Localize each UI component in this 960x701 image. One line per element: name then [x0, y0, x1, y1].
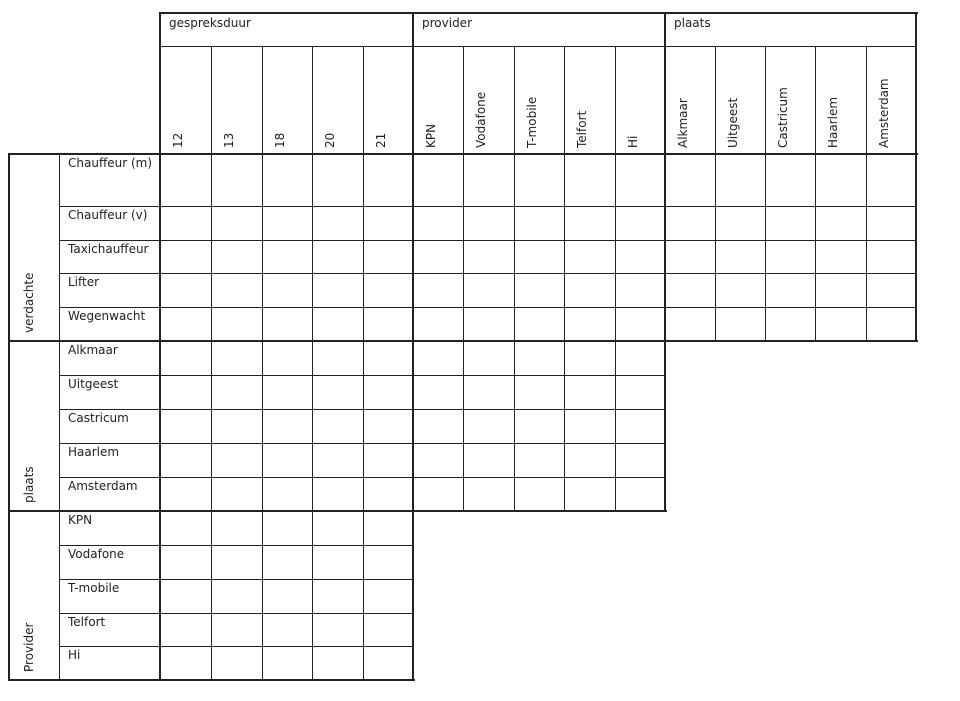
- grid-cell[interactable]: [262, 273, 312, 307]
- grid-cell[interactable]: [160, 579, 211, 613]
- row-item-label: Castricum: [68, 411, 129, 425]
- grid-column-divider: [262, 154, 263, 341]
- grid-cell[interactable]: [211, 477, 262, 511]
- column-header-label: Alkmaar: [676, 98, 690, 148]
- grid-cell[interactable]: [160, 273, 211, 307]
- grid-cell[interactable]: [665, 240, 715, 273]
- grid-column-divider: [514, 341, 515, 511]
- column-header-label: Castricum: [776, 87, 790, 148]
- grid-cell[interactable]: [564, 240, 615, 273]
- grid-cell[interactable]: [514, 409, 564, 443]
- grid-column-divider: [363, 341, 364, 511]
- column-group-title: provider: [422, 16, 472, 30]
- grid-cell[interactable]: [312, 646, 363, 680]
- row-item-label: Vodafone: [68, 547, 125, 561]
- row-divider: [59, 307, 916, 308]
- grid-cell[interactable]: [413, 273, 463, 307]
- grid-cell[interactable]: [262, 341, 312, 375]
- row-item-label: Hi: [68, 648, 81, 662]
- header-group-divider: [412, 12, 414, 154]
- grid-block-divider: [412, 153, 414, 342]
- grid-cell[interactable]: [665, 154, 715, 206]
- grid-column-divider: [564, 341, 565, 511]
- header-column-divider: [262, 46, 263, 154]
- grid-cell[interactable]: [514, 341, 564, 375]
- grid-cell[interactable]: [514, 307, 564, 341]
- grid-cell[interactable]: [160, 613, 211, 646]
- grid-cell[interactable]: [514, 477, 564, 511]
- grid-cell[interactable]: [211, 579, 262, 613]
- grid-cell[interactable]: [312, 443, 363, 477]
- grid-cell[interactable]: [363, 477, 413, 511]
- grid-cell[interactable]: [262, 511, 312, 545]
- grid-cell[interactable]: [160, 307, 211, 341]
- grid-cell[interactable]: [665, 273, 715, 307]
- header-column-divider: [765, 46, 766, 154]
- grid-cell[interactable]: [160, 477, 211, 511]
- grid-cell[interactable]: [262, 307, 312, 341]
- grid-cell[interactable]: [564, 206, 615, 240]
- row-item-label: Haarlem: [68, 445, 120, 459]
- grid-column-divider: [615, 341, 616, 511]
- grid-cell[interactable]: [363, 646, 413, 680]
- grid-cell[interactable]: [160, 206, 211, 240]
- row-divider: [59, 206, 916, 207]
- grid-cell[interactable]: [413, 341, 463, 375]
- grid-cell[interactable]: [262, 646, 312, 680]
- column-header-label: Telfort: [575, 110, 589, 148]
- grid-cell[interactable]: [160, 341, 211, 375]
- grid-cell[interactable]: [463, 206, 514, 240]
- header-column-divider: [363, 46, 364, 154]
- grid-cell[interactable]: [765, 206, 815, 240]
- grid-column-divider: [363, 154, 364, 341]
- grid-column-divider: [463, 154, 464, 341]
- grid-cell[interactable]: [262, 613, 312, 646]
- grid-cell[interactable]: [815, 273, 866, 307]
- row-item-label: T-mobile: [68, 581, 120, 595]
- grid-cell[interactable]: [413, 240, 463, 273]
- grid-cell[interactable]: [866, 273, 916, 307]
- grid-cell[interactable]: [312, 375, 363, 409]
- grid-cell[interactable]: [564, 443, 615, 477]
- grid-cell[interactable]: [363, 409, 413, 443]
- grid-cell[interactable]: [312, 579, 363, 613]
- grid-cell[interactable]: [615, 477, 665, 511]
- column-header-label: 18: [273, 132, 287, 148]
- grid-cell[interactable]: [715, 206, 765, 240]
- grid-cell[interactable]: [363, 154, 413, 206]
- row-item-label: Alkmaar: [68, 343, 118, 357]
- grid-cell[interactable]: [262, 375, 312, 409]
- grid-cell[interactable]: [262, 206, 312, 240]
- grid-column-divider: [514, 154, 515, 341]
- column-header-label: Hi: [626, 135, 640, 148]
- grid-cell[interactable]: [514, 206, 564, 240]
- grid-column-divider: [615, 154, 616, 341]
- row-item-label: Chauffeur (m): [68, 156, 152, 170]
- column-header-label: Amsterdam: [877, 78, 891, 148]
- grid-cell[interactable]: [564, 477, 615, 511]
- column-header-label: Uitgeest: [726, 97, 740, 148]
- header-title-divider: [160, 46, 916, 47]
- grid-cell[interactable]: [363, 206, 413, 240]
- header-group-divider: [664, 12, 666, 154]
- grid-cell[interactable]: [463, 273, 514, 307]
- grid-cell[interactable]: [160, 154, 211, 206]
- grid-cell[interactable]: [363, 545, 413, 579]
- grid-column-divider: [262, 511, 263, 680]
- grid-cell[interactable]: [615, 206, 665, 240]
- grid-column-divider: [312, 154, 313, 341]
- header-column-divider: [211, 46, 212, 154]
- grid-cell[interactable]: [564, 375, 615, 409]
- grid-column-divider: [363, 511, 364, 680]
- header-top-border: [160, 12, 918, 14]
- grid-cell[interactable]: [211, 375, 262, 409]
- grid-cell[interactable]: [211, 307, 262, 341]
- grid-cell[interactable]: [564, 154, 615, 206]
- grid-cell[interactable]: [463, 341, 514, 375]
- grid-cell[interactable]: [312, 273, 363, 307]
- grid-cell[interactable]: [363, 375, 413, 409]
- grid-cell[interactable]: [211, 341, 262, 375]
- grid-cell[interactable]: [211, 206, 262, 240]
- grid-cell[interactable]: [463, 477, 514, 511]
- grid-cell[interactable]: [715, 154, 765, 206]
- grid-cell[interactable]: [312, 206, 363, 240]
- grid-cell[interactable]: [463, 307, 514, 341]
- grid-block-divider: [159, 340, 161, 512]
- grid-column-divider: [312, 511, 313, 680]
- row-item-label: Amsterdam: [68, 479, 138, 493]
- grid-cell[interactable]: [715, 307, 765, 341]
- row-group-title: verdachte: [22, 272, 36, 333]
- grid-cell[interactable]: [413, 206, 463, 240]
- grid-block-divider: [664, 153, 666, 342]
- grid-cell[interactable]: [312, 240, 363, 273]
- row-label-divider: [59, 154, 60, 341]
- grid-cell[interactable]: [564, 307, 615, 341]
- grid-cell[interactable]: [312, 477, 363, 511]
- grid-cell[interactable]: [262, 240, 312, 273]
- grid-cell[interactable]: [363, 307, 413, 341]
- grid-cell[interactable]: [615, 273, 665, 307]
- grid-block-divider: [915, 153, 917, 342]
- grid-cell[interactable]: [413, 307, 463, 341]
- header-column-divider: [463, 46, 464, 154]
- grid-cell[interactable]: [815, 240, 866, 273]
- grid-cell[interactable]: [312, 154, 363, 206]
- row-group-bottom-border: [8, 679, 415, 681]
- grid-cell[interactable]: [615, 154, 665, 206]
- header-column-divider: [715, 46, 716, 154]
- grid-cell[interactable]: [363, 240, 413, 273]
- grid-column-divider: [312, 341, 313, 511]
- grid-column-divider: [765, 154, 766, 341]
- grid-cell[interactable]: [866, 154, 916, 206]
- grid-cell[interactable]: [160, 545, 211, 579]
- grid-cell[interactable]: [262, 443, 312, 477]
- grid-cell[interactable]: [715, 273, 765, 307]
- row-group-left-border: [8, 340, 10, 512]
- grid-cell[interactable]: [463, 375, 514, 409]
- grid-cell[interactable]: [815, 307, 866, 341]
- header-column-divider: [866, 46, 867, 154]
- grid-cell[interactable]: [866, 240, 916, 273]
- grid-column-divider: [564, 154, 565, 341]
- grid-cell[interactable]: [665, 206, 715, 240]
- row-group-left-border: [8, 153, 10, 342]
- grid-cell[interactable]: [514, 443, 564, 477]
- column-group-title: plaats: [674, 16, 711, 30]
- grid-cell[interactable]: [615, 375, 665, 409]
- grid-cell[interactable]: [615, 240, 665, 273]
- grid-cell[interactable]: [463, 409, 514, 443]
- row-item-label: Taxichauffeur: [68, 242, 149, 256]
- grid-column-divider: [715, 154, 716, 341]
- grid-column-divider: [211, 341, 212, 511]
- grid-cell[interactable]: [160, 511, 211, 545]
- row-item-label: Uitgeest: [68, 377, 119, 391]
- grid-cell[interactable]: [363, 341, 413, 375]
- grid-block-divider: [412, 340, 414, 512]
- header-column-divider: [615, 46, 616, 154]
- grid-cell[interactable]: [615, 409, 665, 443]
- column-header-label: 21: [374, 132, 388, 148]
- grid-cell[interactable]: [312, 613, 363, 646]
- row-divider: [59, 273, 916, 274]
- grid-cell[interactable]: [615, 443, 665, 477]
- grid-column-divider: [211, 511, 212, 680]
- grid-column-divider: [866, 154, 867, 341]
- grid-cell[interactable]: [866, 307, 916, 341]
- grid-cell[interactable]: [866, 206, 916, 240]
- column-header-label: KPN: [424, 123, 438, 148]
- grid-cell[interactable]: [262, 545, 312, 579]
- grid-cell[interactable]: [514, 154, 564, 206]
- header-column-divider: [514, 46, 515, 154]
- grid-cell[interactable]: [211, 443, 262, 477]
- grid-cell[interactable]: [211, 613, 262, 646]
- grid-cell[interactable]: [262, 154, 312, 206]
- column-header-label: 20: [323, 132, 337, 148]
- grid-cell[interactable]: [564, 273, 615, 307]
- grid-cell[interactable]: [312, 307, 363, 341]
- grid-cell[interactable]: [211, 154, 262, 206]
- grid-cell[interactable]: [514, 273, 564, 307]
- row-label-divider: [59, 511, 60, 680]
- header-group-divider: [159, 12, 161, 154]
- grid-cell[interactable]: [211, 409, 262, 443]
- column-header-label: 12: [171, 132, 185, 148]
- grid-cell[interactable]: [463, 240, 514, 273]
- grid-cell[interactable]: [564, 341, 615, 375]
- row-item-label: Wegenwacht: [68, 309, 146, 323]
- grid-column-divider: [815, 154, 816, 341]
- grid-cell[interactable]: [413, 443, 463, 477]
- grid-block-divider: [159, 510, 161, 681]
- grid-cell[interactable]: [363, 443, 413, 477]
- grid-cell[interactable]: [262, 579, 312, 613]
- grid-cell[interactable]: [615, 307, 665, 341]
- grid-cell[interactable]: [363, 511, 413, 545]
- column-header-label: 13: [222, 132, 236, 148]
- grid-cell[interactable]: [211, 545, 262, 579]
- grid-cell[interactable]: [160, 409, 211, 443]
- row-group-title: plaats: [22, 466, 36, 503]
- grid-cell[interactable]: [160, 240, 211, 273]
- column-header-label: T-mobile: [525, 96, 539, 148]
- header-column-divider: [312, 46, 313, 154]
- header-column-divider: [564, 46, 565, 154]
- row-item-label: Lifter: [68, 275, 100, 289]
- grid-cell[interactable]: [262, 477, 312, 511]
- grid-cell[interactable]: [211, 511, 262, 545]
- grid-cell[interactable]: [312, 341, 363, 375]
- grid-column-divider: [262, 341, 263, 511]
- grid-block-divider: [159, 153, 161, 342]
- grid-cell[interactable]: [815, 206, 866, 240]
- grid-cell[interactable]: [514, 240, 564, 273]
- grid-cell[interactable]: [363, 579, 413, 613]
- column-header-label: Haarlem: [826, 96, 840, 148]
- grid-cell[interactable]: [715, 240, 765, 273]
- column-group-title: gespreksduur: [169, 16, 251, 30]
- grid-cell[interactable]: [160, 375, 211, 409]
- grid-cell[interactable]: [463, 154, 514, 206]
- grid-cell[interactable]: [211, 646, 262, 680]
- row-divider: [59, 240, 916, 241]
- grid-cell[interactable]: [765, 240, 815, 273]
- row-group-title: Provider: [22, 622, 36, 672]
- row-group-left-border: [8, 510, 10, 681]
- grid-cell[interactable]: [363, 613, 413, 646]
- header-column-divider: [815, 46, 816, 154]
- grid-cell[interactable]: [262, 409, 312, 443]
- grid-cell[interactable]: [211, 240, 262, 273]
- grid-cell[interactable]: [765, 273, 815, 307]
- grid-cell[interactable]: [463, 443, 514, 477]
- row-item-label: Telfort: [68, 615, 106, 629]
- column-header-label: Vodafone: [474, 91, 488, 148]
- grid-cell[interactable]: [160, 646, 211, 680]
- grid-cell[interactable]: [615, 341, 665, 375]
- grid-block-divider: [412, 510, 414, 681]
- header-group-divider: [915, 12, 917, 154]
- grid-cell[interactable]: [413, 477, 463, 511]
- grid-cell[interactable]: [211, 273, 262, 307]
- grid-cell[interactable]: [312, 409, 363, 443]
- row-item-label: Chauffeur (v): [68, 208, 148, 222]
- grid-column-divider: [211, 154, 212, 341]
- grid-column-divider: [463, 341, 464, 511]
- grid-cell[interactable]: [665, 307, 715, 341]
- grid-cell[interactable]: [312, 545, 363, 579]
- grid-cell[interactable]: [363, 273, 413, 307]
- grid-cell[interactable]: [514, 375, 564, 409]
- row-label-divider: [59, 341, 60, 511]
- grid-cell[interactable]: [765, 307, 815, 341]
- row-item-label: KPN: [68, 513, 93, 527]
- grid-cell[interactable]: [160, 443, 211, 477]
- grid-block-divider: [664, 340, 666, 512]
- grid-cell[interactable]: [413, 409, 463, 443]
- grid-cell[interactable]: [765, 154, 815, 206]
- grid-cell[interactable]: [312, 511, 363, 545]
- grid-cell[interactable]: [564, 409, 615, 443]
- grid-cell[interactable]: [413, 154, 463, 206]
- grid-cell[interactable]: [815, 154, 866, 206]
- grid-cell[interactable]: [413, 375, 463, 409]
